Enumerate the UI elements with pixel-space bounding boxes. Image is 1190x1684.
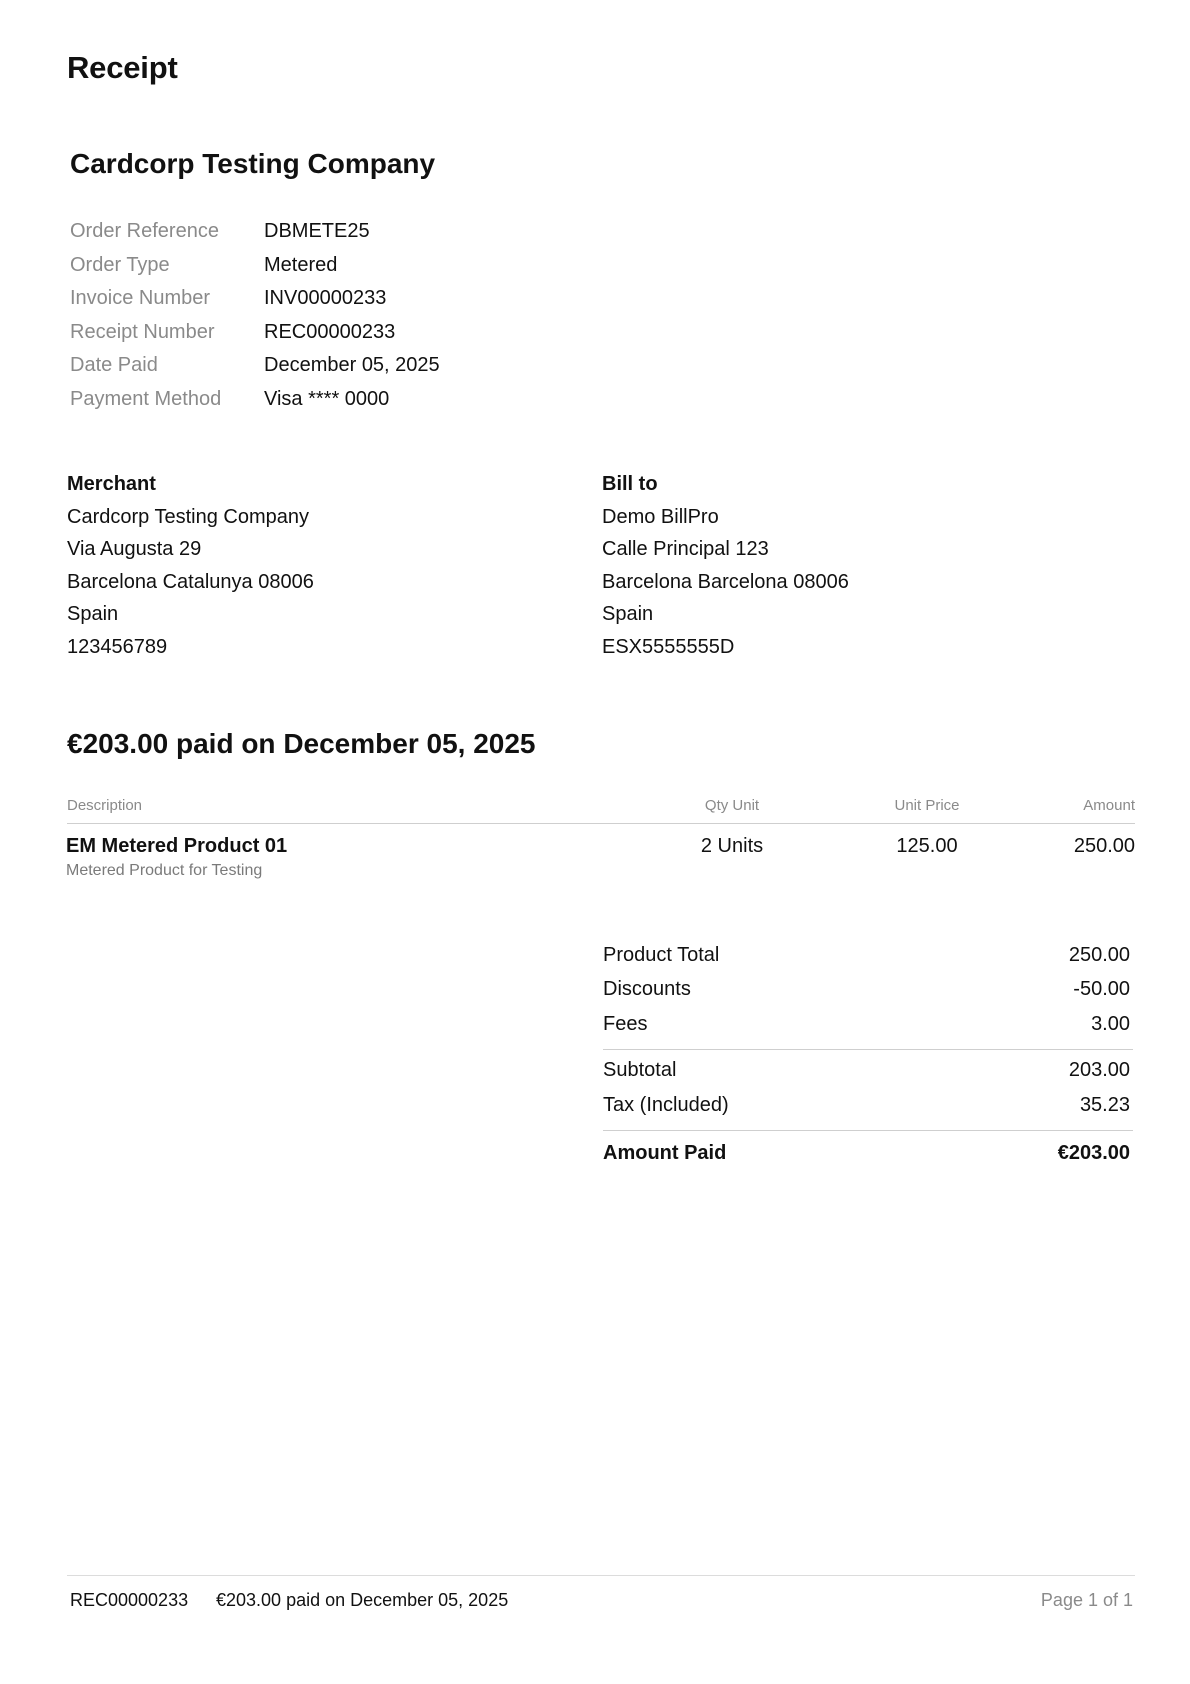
invoice-number-label: Invoice Number: [70, 287, 211, 310]
order-type-value: Metered: [264, 253, 338, 276]
fees-label: Fees: [603, 1012, 648, 1035]
bill-to-street: Calle Principal 123: [602, 538, 769, 560]
order-type-row: [70, 249, 570, 283]
merchant-name: Cardcorp Testing Company: [67, 505, 309, 528]
merchant-heading: Merchant: [67, 473, 156, 495]
item-name: EM Metered Product 01: [66, 835, 288, 857]
bill-to-name: Demo BillPro: [602, 505, 719, 528]
amount-paid-heading: €203.00 paid on December 05, 2025: [67, 728, 536, 759]
receipt-number-label: Receipt Number: [70, 320, 215, 343]
item-qty: 2 Units: [700, 835, 764, 857]
merchant-city: Barcelona Catalunya 08006: [67, 570, 314, 593]
discounts-label: Discounts: [603, 978, 691, 1001]
amount-paid-value: €203.00: [1057, 1142, 1130, 1164]
date-paid-value: December 05, 2025: [264, 354, 440, 377]
order-reference-row: [70, 215, 570, 249]
footer-receipt-ref: REC00000233: [70, 1590, 189, 1610]
footer-divider: [67, 1575, 1135, 1576]
company-name: Cardcorp Testing Company: [70, 148, 436, 179]
subtotal-value: 203.00: [1068, 1059, 1130, 1082]
date-paid-label: Date Paid: [70, 354, 158, 377]
payment-method-row: [70, 383, 570, 417]
amount-paid-label: Amount Paid: [603, 1142, 727, 1164]
order-reference-value: DBMETE25: [264, 220, 370, 243]
footer-paid-text: €203.00 paid on December 05, 2025: [216, 1590, 509, 1610]
footer-page-number: Page 1 of 1: [1040, 1590, 1133, 1610]
bill-to-city: Barcelona Barcelona 08006: [602, 570, 849, 593]
order-type-label: Order Type: [70, 253, 170, 276]
merchant-country: Spain: [67, 603, 119, 625]
item-amount: 250.00: [1073, 835, 1135, 857]
payment-method-label: Payment Method: [70, 387, 222, 410]
discounts-row: [603, 973, 1133, 1008]
merchant-street: Via Augusta 29: [67, 538, 202, 560]
header-qty-unit: Qty Unit: [704, 797, 760, 814]
header-unit-price: Unit Price: [894, 797, 960, 814]
payment-method-value: Visa **** 0000: [264, 387, 390, 410]
fees-row: [603, 1007, 1133, 1042]
table-header: [67, 790, 1135, 824]
bill-to-heading: Bill to: [602, 473, 658, 495]
product-total-value: 250.00: [1068, 943, 1130, 966]
tax-label: Tax (Included): [603, 1093, 729, 1116]
receipt-number-row: [70, 316, 570, 350]
tax-row: [603, 1088, 1133, 1123]
order-details: [70, 215, 570, 416]
totals-summary: [603, 938, 1133, 1173]
amount-paid-row: [603, 1135, 1133, 1173]
order-reference-label: Order Reference: [70, 220, 219, 243]
date-paid-row: [70, 349, 570, 383]
subtotal-label: Subtotal: [603, 1059, 677, 1082]
discounts-value: -50.00: [1073, 978, 1130, 1001]
merchant-address: [67, 468, 567, 663]
fees-value: 3.00: [1091, 1012, 1130, 1035]
item-description: Metered Product for Testing: [66, 862, 263, 879]
total-divider: [603, 1130, 1133, 1131]
header-description: Description: [67, 797, 143, 814]
product-total-label: Product Total: [603, 943, 720, 966]
invoice-number-value: INV00000233: [264, 287, 387, 310]
table-row: [67, 824, 1135, 890]
totals-divider: [603, 1049, 1133, 1050]
merchant-tax-id: 123456789: [67, 635, 168, 658]
bill-to-address: [602, 468, 1122, 663]
invoice-number-row: [70, 282, 570, 316]
product-total-row: [603, 938, 1133, 973]
header-amount: Amount: [1083, 797, 1135, 814]
subtotal-row: [603, 1054, 1133, 1089]
bill-to-tax-id: ESX5555555D: [602, 635, 735, 658]
receipt-number-value: REC00000233: [264, 320, 396, 343]
item-unit-price: 125.00: [896, 835, 958, 857]
document-title: Receipt: [67, 50, 178, 85]
bill-to-country: Spain: [602, 603, 654, 625]
tax-value: 35.23: [1079, 1093, 1130, 1116]
line-items-table: [67, 790, 1135, 890]
